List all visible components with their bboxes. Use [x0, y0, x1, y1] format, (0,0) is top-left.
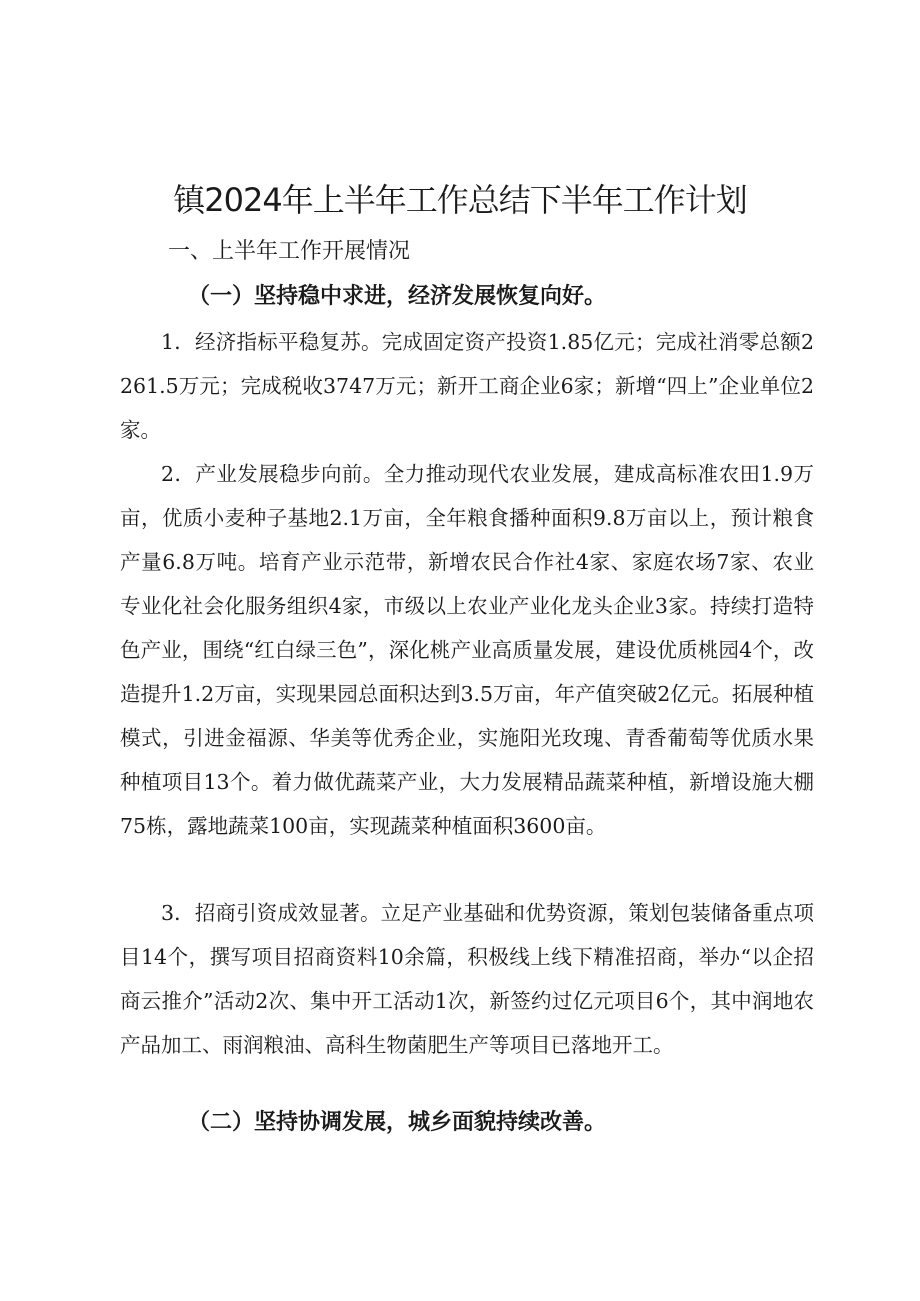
paragraph-investment-promotion: 3．招商引资成效显著。立足产业基础和优势资源，策划包装储备重点项目14个，撰写项目招商资料10余篇，积极线上线下精准招商，举办“以企招商云推介”活动2次、集中开工活动1次，新签约过亿元项目6个，其中润地农产品加工、雨润粮油、高科生物菌肥生产等项目已落地开工。 [120, 901, 814, 1057]
paragraph-industry-development: 2．产业发展稳步向前。全力推动现代农业发展，建成高标准农田1.9万亩，优质小麦种子基地2.1万亩，全年粮食播种面积9.8万亩以上，预计粮食产量6.8万吨。培育产业示范带，新增农民合作社4家、家庭农场7家、农业专业化社会化服务组织4家，市级以上农业产业化龙头企业3家。持续打造特色产业，围绕“红白绿三色”，深化桃产业高质量发展，建设优质桃园4个，改造提升1.2万亩，实现果园总面积达到3.5万亩，年产值突破2亿元。拓展种植模式，引进金福源、华美等优秀企业，实施阳光玫瑰、青香葡萄等优质水果种植项目13个。着力做优蔬菜产业，大力发展精品蔬菜种植，新增设施大棚75栋，露地蔬菜100亩，实现蔬菜种植面积3600亩。 [120, 462, 814, 838]
subsection-heading-1: （一）坚持稳中求进，经济发展恢复向好。 [188, 283, 607, 309]
section-heading-1: 一、上半年工作开展情况 [168, 239, 411, 264]
document-title: 镇2024年上半年工作总结下半年工作计划 [173, 181, 747, 219]
paragraph-economic-indicators: 1．经济指标平稳复苏。完成固定资产投资1.85亿元；完成社消零总额2261.5万元；完成税收3747万元；新开工商企业6家；新增“四上”企业单位2家。 [120, 330, 814, 442]
subsection-heading-2: （二）坚持协调发展，城乡面貌持续改善。 [188, 1109, 607, 1135]
